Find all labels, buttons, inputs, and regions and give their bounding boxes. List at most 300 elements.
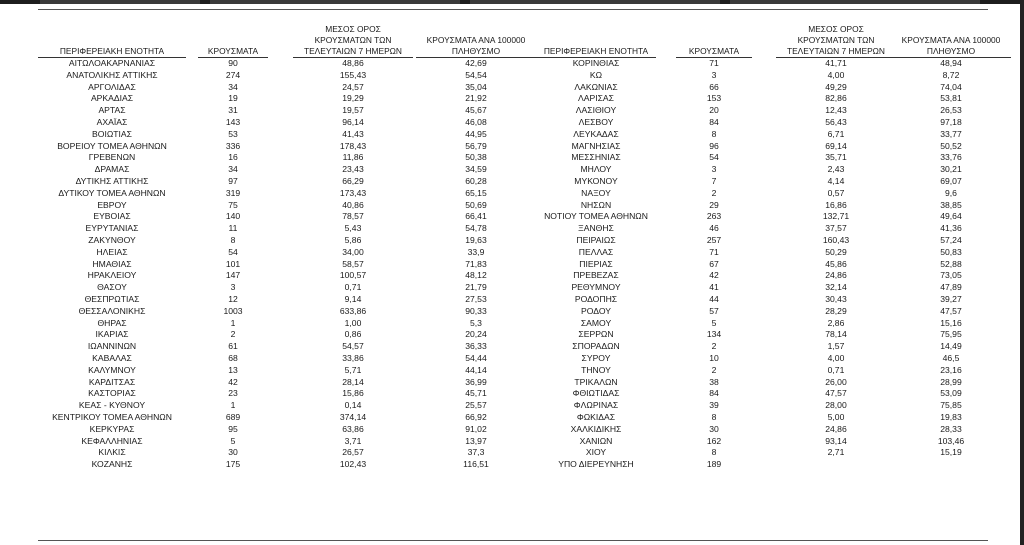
per100k-cell: 33,76 <box>940 152 962 163</box>
region-cell: ΡΕΘΥΜΝΟΥ <box>571 282 621 293</box>
avg7-cell: 160,43 <box>822 234 850 245</box>
table-row <box>38 211 532 223</box>
cases-cell: 42 <box>709 270 719 281</box>
header-avg7-line: ΚΡΟΥΣΜΑΤΩΝ ΤΩΝ <box>314 35 392 45</box>
region-cell: ΠΙΕΡΙΑΣ <box>579 258 613 269</box>
per100k-cell: 69,07 <box>940 175 962 186</box>
region-cell: ΣΠΟΡΑΔΩΝ <box>572 341 620 352</box>
header-cases <box>198 46 268 58</box>
table-body <box>536 58 988 471</box>
table-row <box>536 353 988 365</box>
region-cell: ΑΡΓΟΛΙΔΑΣ <box>88 81 136 92</box>
table-row <box>38 247 532 259</box>
cases-cell: 38 <box>709 376 719 387</box>
table-row <box>536 200 988 212</box>
avg7-cell: 0,86 <box>344 329 362 340</box>
cases-cell: 5 <box>711 317 717 328</box>
header-region-label: ΠΕΡΙΦΕΡΕΙΑΚΗ ΕΝΟΤΗΤΑ <box>59 46 165 56</box>
region-cell: ΦΩΚΙΔΑΣ <box>576 411 616 422</box>
cases-cell: 97 <box>228 175 238 186</box>
avg7-cell: 9,14 <box>344 293 362 304</box>
cases-cell: 274 <box>225 69 241 80</box>
per100k-cell: 50,38 <box>465 152 487 163</box>
bottom-rule <box>38 540 988 541</box>
avg7-cell: 15,86 <box>342 388 364 399</box>
per100k-cell: 48,94 <box>940 58 962 68</box>
cases-cell: 16 <box>228 152 238 163</box>
table-row <box>38 223 532 235</box>
region-cell: ΚΩ <box>589 69 603 80</box>
per100k-cell: 49,64 <box>940 211 962 222</box>
avg7-cell: 0,71 <box>827 364 845 375</box>
per100k-cell: 28,99 <box>940 376 962 387</box>
cases-cell: 153 <box>706 93 722 104</box>
header-per100k <box>891 35 1011 58</box>
cases-cell: 66 <box>709 81 719 92</box>
per100k-cell: 54,78 <box>465 223 487 234</box>
cases-cell: 11 <box>228 223 238 234</box>
header-avg7-line: ΤΕΛΕΥΤΑΙΩΝ 7 ΗΜΕΡΩΝ <box>303 46 402 56</box>
per100k-cell: 71,83 <box>465 258 487 269</box>
avg7-cell: 4,00 <box>827 69 845 80</box>
per100k-cell: 66,92 <box>465 411 487 422</box>
table-row <box>536 341 988 353</box>
table-row <box>38 82 532 94</box>
cases-cell: 67 <box>709 258 719 269</box>
per100k-cell: 53,81 <box>940 93 962 104</box>
cases-cell: 2 <box>711 364 717 375</box>
header-cases <box>676 46 752 58</box>
table-row <box>38 318 532 330</box>
region-cell: ΚΑΡΔΙΤΣΑΣ <box>88 376 136 387</box>
cases-cell: 44 <box>709 293 719 304</box>
table-row <box>38 377 532 389</box>
table-row <box>536 447 988 459</box>
region-cell: ΧΙΟΥ <box>585 447 607 458</box>
region-cell: ΚΕΑΣ - ΚΥΘΝΟΥ <box>78 400 146 411</box>
top-rule <box>38 9 988 10</box>
table-body <box>38 58 532 471</box>
region-cell: ΤΡΙΚΑΛΩΝ <box>574 376 618 387</box>
avg7-cell: 48,86 <box>342 58 364 68</box>
cases-cell: 2 <box>711 341 717 352</box>
table-row <box>536 152 988 164</box>
avg7-cell: 35,71 <box>825 152 847 163</box>
avg7-cell: 178,43 <box>339 140 367 151</box>
table-row <box>536 93 988 105</box>
table-row <box>38 341 532 353</box>
cases-cell: 84 <box>709 116 719 127</box>
region-cell: ΘΗΡΑΣ <box>97 317 127 328</box>
header-per100k-line: ΚΡΟΥΣΜΑΤΑ ΑΝΑ 100000 <box>901 35 1001 45</box>
cases-cell: 20 <box>709 105 719 116</box>
header-per100k-line: ΠΛΗΘΥΣΜΟ <box>451 46 501 56</box>
avg7-cell: 155,43 <box>339 69 367 80</box>
per100k-cell: 75,95 <box>940 329 962 340</box>
avg7-cell: 5,43 <box>344 223 362 234</box>
avg7-cell: 5,71 <box>344 364 362 375</box>
per100k-cell: 5,3 <box>470 317 482 328</box>
cases-cell: 189 <box>706 459 722 470</box>
table-row <box>38 70 532 82</box>
table-row <box>38 270 532 282</box>
region-cell: ΖΑΚΥΝΘΟΥ <box>88 234 136 245</box>
avg7-cell: 41,43 <box>342 128 364 139</box>
per100k-cell: 23,16 <box>940 364 962 375</box>
cases-table-right <box>536 18 1001 471</box>
region-cell: ΚΟΖΑΝΗΣ <box>91 459 133 470</box>
region-cell: ΔΥΤΙΚΗΣ ΑΤΤΙΚΗΣ <box>75 175 149 186</box>
avg7-cell: 102,43 <box>339 459 367 470</box>
avg7-cell: 50,29 <box>825 246 847 257</box>
table-row <box>536 235 988 247</box>
per100k-cell: 91,02 <box>465 423 487 434</box>
per100k-cell: 20,24 <box>465 329 487 340</box>
region-cell: ΜΑΓΝΗΣΙΑΣ <box>571 140 621 151</box>
cases-cell: 1 <box>230 400 236 411</box>
region-cell: ΛΕΥΚΑΔΑΣ <box>573 128 619 139</box>
region-cell: ΛΑΣΙΘΙΟΥ <box>575 105 617 116</box>
per100k-cell: 36,33 <box>465 341 487 352</box>
table-row <box>536 365 988 377</box>
header-per100k-line: ΠΛΗΘΥΣΜΟ <box>926 46 976 56</box>
per100k-cell: 14,49 <box>940 341 962 352</box>
per100k-cell: 13,97 <box>465 435 487 446</box>
cases-cell: 8 <box>711 447 717 458</box>
cases-cell: 71 <box>709 58 719 68</box>
table-row <box>536 412 988 424</box>
cases-cell: 134 <box>706 329 722 340</box>
per100k-cell: 90,33 <box>465 305 487 316</box>
per100k-cell: 60,28 <box>465 175 487 186</box>
cases-cell: 90 <box>228 58 238 68</box>
region-cell: ΒΟΙΩΤΙΑΣ <box>92 128 132 139</box>
region-cell: ΘΑΣΟΥ <box>97 282 127 293</box>
per100k-cell: 53,09 <box>940 388 962 399</box>
avg7-cell: 78,14 <box>825 329 847 340</box>
region-cell: ΑΡΚΑΔΙΑΣ <box>90 93 134 104</box>
avg7-cell: 49,29 <box>825 81 847 92</box>
table-row <box>38 259 532 271</box>
avg7-cell: 56,43 <box>825 116 847 127</box>
cases-cell: 54 <box>709 152 719 163</box>
per100k-cell: 54,44 <box>465 352 487 363</box>
region-cell: ΚΑΛΥΜΝΟΥ <box>88 364 136 375</box>
table-row <box>38 412 532 424</box>
table-row <box>38 117 532 129</box>
header-avg7 <box>776 24 896 58</box>
cases-cell: 8 <box>711 411 717 422</box>
table-row <box>536 388 988 400</box>
per100k-cell: 15,16 <box>940 317 962 328</box>
avg7-cell: 37,57 <box>825 223 847 234</box>
table-row <box>38 200 532 212</box>
region-cell: ΑΧΑΪΑΣ <box>96 116 128 127</box>
region-cell: ΦΘΙΩΤΙΔΑΣ <box>572 388 620 399</box>
avg7-cell: 2,43 <box>827 164 845 175</box>
avg7-cell: 5,86 <box>344 234 362 245</box>
avg7-cell: 132,71 <box>822 211 850 222</box>
table-row <box>536 82 988 94</box>
avg7-cell: 11,86 <box>342 152 364 163</box>
cases-cell: 53 <box>228 128 238 139</box>
per100k-cell: 57,24 <box>940 234 962 245</box>
region-cell: ΥΠΟ ΔΙΕΡΕΥΝΗΣΗ <box>558 459 634 470</box>
per100k-cell: 41,36 <box>940 223 962 234</box>
per100k-cell: 65,15 <box>465 187 487 198</box>
avg7-cell: 63,86 <box>342 423 364 434</box>
cases-cell: 13 <box>228 364 238 375</box>
per100k-cell: 44,14 <box>465 364 487 375</box>
table-row <box>536 306 988 318</box>
region-cell: ΙΩΑΝΝΙΝΩΝ <box>87 341 137 352</box>
table-row <box>38 329 532 341</box>
cases-cell: 1003 <box>223 305 243 316</box>
per100k-cell: 103,46 <box>937 435 965 446</box>
per100k-cell: 28,33 <box>940 423 962 434</box>
avg7-cell: 1,57 <box>827 341 845 352</box>
per100k-cell: 36,99 <box>465 376 487 387</box>
header-avg7-line: ΜΕΣΟΣ ΟΡΟΣ <box>808 24 864 34</box>
region-cell: ΜΥΚΟΝΟΥ <box>574 175 618 186</box>
per100k-cell: 34,59 <box>465 164 487 175</box>
cases-cell: 34 <box>228 164 238 175</box>
top-bar-segment <box>210 0 460 4</box>
table-row <box>38 188 532 200</box>
table-row <box>38 152 532 164</box>
region-cell: ΚΑΣΤΟΡΙΑΣ <box>88 388 136 399</box>
per100k-cell: 73,05 <box>940 270 962 281</box>
per100k-cell: 30,21 <box>940 164 962 175</box>
per100k-cell: 19,63 <box>465 234 487 245</box>
table-row <box>536 436 988 448</box>
per100k-cell: 52,88 <box>940 258 962 269</box>
table-row <box>38 459 532 471</box>
per100k-cell: 75,85 <box>940 400 962 411</box>
region-cell: ΔΥΤΙΚΟΥ ΤΟΜΕΑ ΑΘΗΝΩΝ <box>58 187 166 198</box>
avg7-cell: 32,14 <box>825 282 847 293</box>
region-cell: ΚΕΡΚΥΡΑΣ <box>89 423 135 434</box>
avg7-cell: 24,86 <box>825 423 847 434</box>
top-bar-segment <box>40 0 200 4</box>
avg7-cell: 28,00 <box>825 400 847 411</box>
table-row <box>536 459 988 471</box>
cases-cell: 84 <box>709 388 719 399</box>
header-per100k-line: ΚΡΟΥΣΜΑΤΑ ΑΝΑ 100000 <box>426 35 526 45</box>
header-avg7-line: ΚΡΟΥΣΜΑΤΩΝ ΤΩΝ <box>797 35 875 45</box>
avg7-cell: 24,57 <box>342 81 364 92</box>
cases-cell: 3 <box>711 164 717 175</box>
table-row <box>536 282 988 294</box>
per100k-cell: 47,57 <box>940 305 962 316</box>
per100k-cell: 9,6 <box>945 187 957 198</box>
avg7-cell: 33,86 <box>342 352 364 363</box>
avg7-cell: 3,71 <box>344 435 362 446</box>
avg7-cell: 45,86 <box>825 258 847 269</box>
table-row <box>536 377 988 389</box>
region-cell: ΗΛΕΙΑΣ <box>96 246 128 257</box>
region-cell: ΒΟΡΕΙΟΥ ΤΟΜΕΑ ΑΘΗΝΩΝ <box>57 140 167 151</box>
table-row <box>536 318 988 330</box>
cases-cell: 29 <box>709 199 719 210</box>
per100k-cell: 45,67 <box>465 105 487 116</box>
avg7-cell: 30,43 <box>825 293 847 304</box>
table-row <box>38 129 532 141</box>
table-row <box>536 129 988 141</box>
cases-cell: 34 <box>228 81 238 92</box>
region-cell: ΛΑΚΩΝΙΑΣ <box>574 81 618 92</box>
cases-cell: 61 <box>228 341 238 352</box>
region-cell: ΧΑΛΚΙΔΙΚΗΣ <box>570 423 622 434</box>
header-per100k <box>416 35 536 58</box>
region-cell: ΛΕΣΒΟΥ <box>578 116 614 127</box>
avg7-cell: 374,14 <box>339 411 367 422</box>
header-cases-label: ΚΡΟΥΣΜΑΤΑ <box>207 46 259 56</box>
cases-cell: 336 <box>225 140 241 151</box>
avg7-cell: 78,57 <box>342 211 364 222</box>
cases-cell: 140 <box>225 211 241 222</box>
table-row <box>38 388 532 400</box>
per100k-cell: 50,52 <box>940 140 962 151</box>
table-header <box>38 18 532 58</box>
cases-cell: 257 <box>706 234 722 245</box>
region-cell: ΘΕΣΣΑΛΟΝΙΚΗΣ <box>78 305 146 316</box>
header-region-label: ΠΕΡΙΦΕΡΕΙΑΚΗ ΕΝΟΤΗΤΑ <box>543 46 649 56</box>
region-cell: ΙΚΑΡΙΑΣ <box>95 329 129 340</box>
cases-cell: 7 <box>711 175 717 186</box>
table-row <box>38 235 532 247</box>
avg7-cell: 1,00 <box>344 317 362 328</box>
per100k-cell: 19,83 <box>940 411 962 422</box>
region-cell: ΚΟΡΙΝΘΙΑΣ <box>572 58 620 68</box>
per100k-cell: 50,83 <box>940 246 962 257</box>
region-cell: ΣΥΡΟΥ <box>581 352 611 363</box>
avg7-cell: 69,14 <box>825 140 847 151</box>
avg7-cell: 93,14 <box>825 435 847 446</box>
cases-cell: 3 <box>230 282 236 293</box>
cases-cell: 1 <box>230 317 236 328</box>
per100k-cell: 44,95 <box>465 128 487 139</box>
top-bar-segment <box>470 0 720 4</box>
cases-cell: 319 <box>225 187 241 198</box>
table-row <box>536 211 988 223</box>
region-cell: ΝΑΞΟΥ <box>581 187 611 198</box>
per100k-cell: 39,27 <box>940 293 962 304</box>
region-cell: ΝΟΤΙΟΥ ΤΟΜΕΑ ΑΘΗΝΩΝ <box>544 211 648 222</box>
avg7-cell: 16,86 <box>825 199 847 210</box>
avg7-cell: 5,00 <box>827 411 845 422</box>
region-cell: ΜΕΣΣΗΝΙΑΣ <box>571 152 621 163</box>
table-row <box>38 164 532 176</box>
region-cell: ΗΜΑΘΙΑΣ <box>92 258 132 269</box>
avg7-cell: 12,43 <box>825 105 847 116</box>
per100k-cell: 46,5 <box>942 352 960 363</box>
per100k-cell: 97,18 <box>940 116 962 127</box>
table-row <box>38 436 532 448</box>
region-cell: ΤΗΝΟΥ <box>581 364 611 375</box>
cases-table-left <box>38 18 532 471</box>
avg7-cell: 54,57 <box>342 341 364 352</box>
table-row <box>536 259 988 271</box>
per100k-cell: 21,79 <box>465 282 487 293</box>
region-cell: ΡΟΔΟΠΗΣ <box>574 293 618 304</box>
per100k-cell: 37,3 <box>467 447 485 458</box>
header-avg7-line: ΜΕΣΟΣ ΟΡΟΣ <box>325 24 381 34</box>
cases-cell: 46 <box>709 223 719 234</box>
avg7-cell: 173,43 <box>339 187 367 198</box>
per100k-cell: 27,53 <box>465 293 487 304</box>
region-cell: ΠΡΕΒΕΖΑΣ <box>573 270 619 281</box>
per100k-cell: 15,19 <box>940 447 962 458</box>
per100k-cell: 33,77 <box>940 128 962 139</box>
per100k-cell: 8,72 <box>942 69 960 80</box>
avg7-cell: 96,14 <box>342 116 364 127</box>
cases-cell: 2 <box>711 187 717 198</box>
per100k-cell: 35,04 <box>465 81 487 92</box>
per100k-cell: 116,51 <box>463 459 489 470</box>
table-row <box>536 141 988 153</box>
cases-cell: 101 <box>225 258 241 269</box>
avg7-cell: 100,57 <box>339 270 367 281</box>
table-row <box>38 141 532 153</box>
cases-cell: 175 <box>225 459 241 470</box>
table-row <box>38 294 532 306</box>
table-row <box>38 282 532 294</box>
region-cell: ΣΕΡΡΩΝ <box>578 329 614 340</box>
per100k-cell: 21,92 <box>465 93 487 104</box>
avg7-cell: 66,29 <box>342 175 364 186</box>
avg7-cell: 0,57 <box>827 187 845 198</box>
cases-cell: 143 <box>225 116 241 127</box>
header-avg7 <box>293 24 413 58</box>
table-row <box>536 70 988 82</box>
cases-cell: 57 <box>709 305 719 316</box>
per100k-cell: 38,85 <box>940 199 962 210</box>
cases-cell: 30 <box>709 423 719 434</box>
cases-cell: 95 <box>228 423 238 434</box>
table-row <box>38 176 532 188</box>
per100k-cell: 56,79 <box>465 140 487 151</box>
cases-cell: 23 <box>228 388 238 399</box>
avg7-cell: 6,71 <box>827 128 845 139</box>
cases-cell: 39 <box>709 400 719 411</box>
cases-cell: 68 <box>228 352 238 363</box>
cases-cell: 263 <box>706 211 722 222</box>
table-row <box>38 400 532 412</box>
table-row <box>536 400 988 412</box>
per100k-cell: 26,53 <box>940 105 962 116</box>
table-row <box>536 58 988 70</box>
per100k-cell: 54,54 <box>465 69 487 80</box>
region-cell: ΓΡΕΒΕΝΩΝ <box>88 152 136 163</box>
cases-cell: 71 <box>709 246 719 257</box>
avg7-cell: 58,57 <box>342 258 364 269</box>
avg7-cell: 26,57 <box>342 447 364 458</box>
region-cell: ΞΑΝΘΗΣ <box>578 223 614 234</box>
avg7-cell: 28,14 <box>342 376 364 387</box>
cases-cell: 96 <box>709 140 719 151</box>
region-cell: ΣΑΜΟΥ <box>580 317 612 328</box>
region-cell: ΠΕΙΡΑΙΩΣ <box>576 234 616 245</box>
region-cell: ΚΕΦΑΛΛΗΝΙΑΣ <box>81 435 143 446</box>
table-row <box>536 105 988 117</box>
cases-cell: 54 <box>228 246 238 257</box>
avg7-cell: 24,86 <box>825 270 847 281</box>
table-row <box>536 424 988 436</box>
avg7-cell: 40,86 <box>342 199 364 210</box>
table-row <box>536 247 988 259</box>
table-header <box>536 18 1001 58</box>
